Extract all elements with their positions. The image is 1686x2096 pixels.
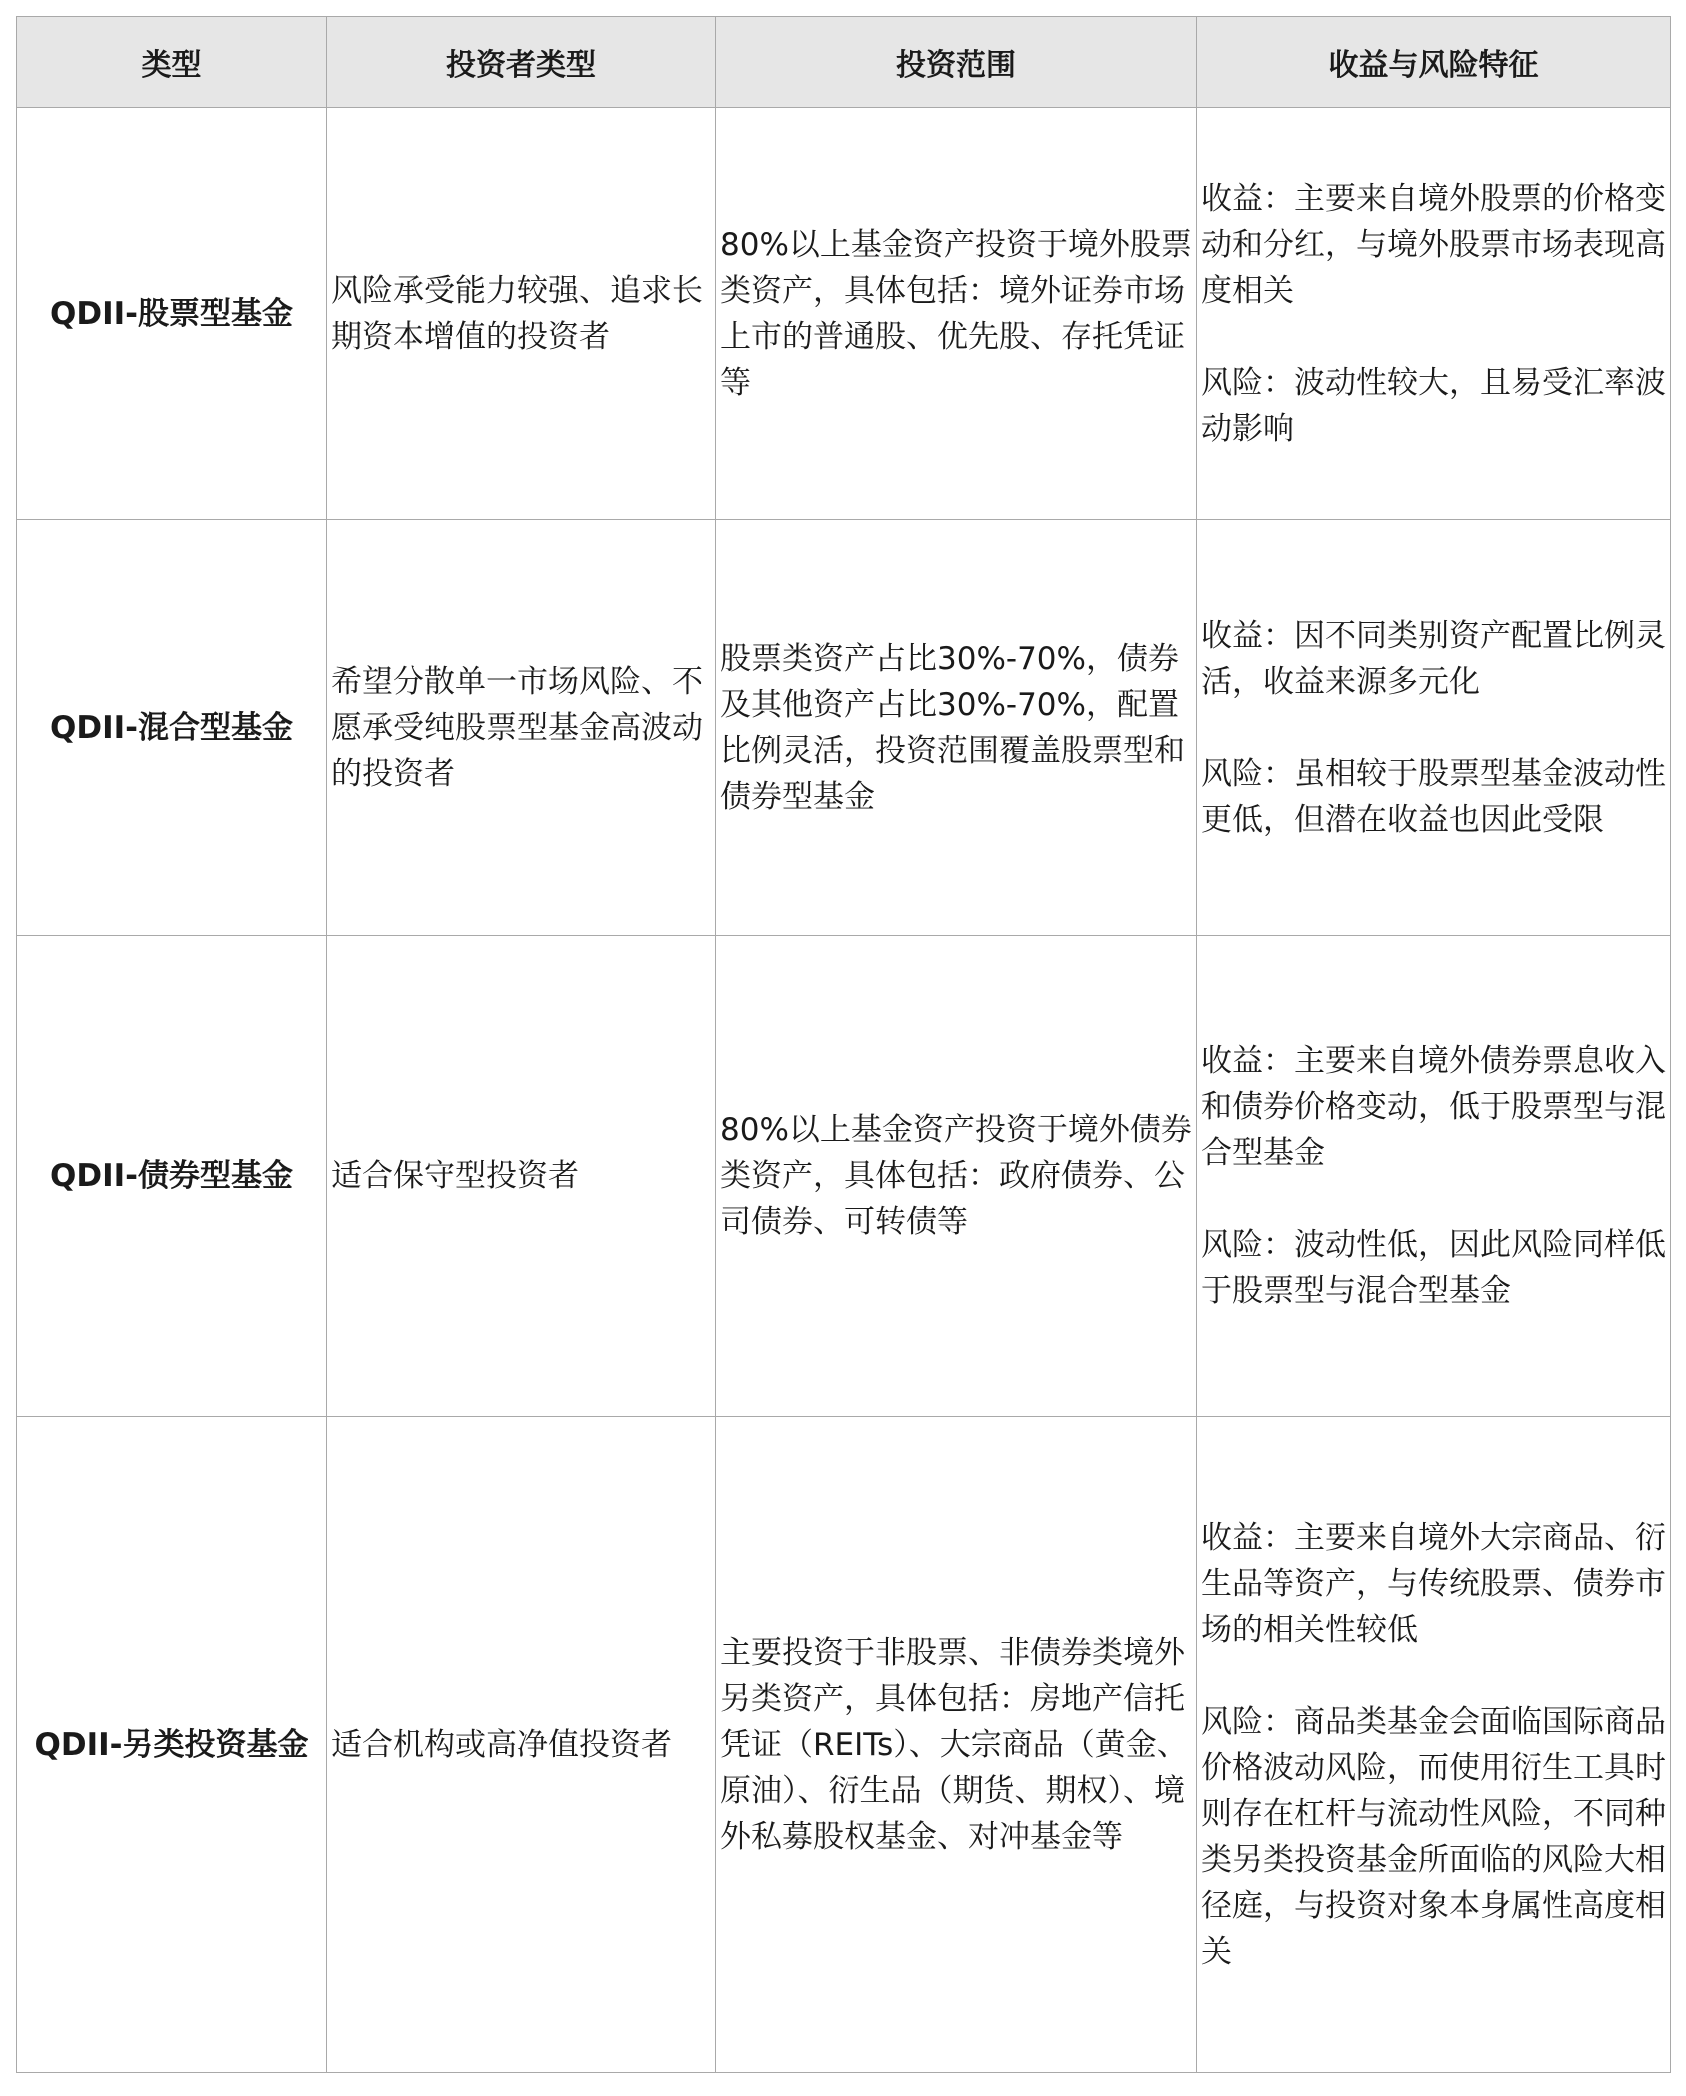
return-risk-cell: [1197, 108, 1671, 520]
investor-cell: 希望分散单一市场风险、不愿承受纯股票型基金高波动的投资者: [327, 520, 716, 936]
risk-text: 风险：波动性低，因此风险同样低于股票型与混合型基金: [1201, 1227, 1666, 1309]
fund-type-cell: QDII-债券型基金: [17, 936, 327, 1417]
return-risk-cell: [1197, 1417, 1671, 2073]
scope-cell: 股票类资产占比30%-70%，债券及其他资产占比30%-70%，配置比例灵活，投资范围覆盖股票型和债券型基金: [716, 520, 1197, 936]
fund-type-cell: QDII-混合型基金: [17, 520, 327, 936]
table-row: [17, 1417, 1671, 2073]
investor-cell: 适合保守型投资者: [327, 936, 716, 1417]
investor-cell: 适合机构或高净值投资者: [327, 1417, 716, 2073]
risk-text: 风险：商品类基金会面临国际商品价格波动风险，而使用衍生工具时则存在杠杆与流动性风险，不同种类另类投资基金所面临的风险大相径庭，与投资对象本身属性高度相关: [1201, 1703, 1666, 1970]
header-return-risk: 收益与风险特征: [1197, 17, 1671, 108]
table-row: [17, 108, 1671, 520]
header-row: [17, 17, 1671, 108]
table-row: [17, 936, 1671, 1417]
qdii-fund-comparison-table: [16, 16, 1671, 2073]
income-text: 收益：主要来自境外股票的价格变动和分红，与境外股票市场表现高度相关: [1201, 180, 1666, 309]
risk-text: 风险：波动性较大，且易受汇率波动影响: [1201, 364, 1666, 447]
fund-type-cell: QDII-另类投资基金: [17, 1417, 327, 2073]
return-risk-cell: [1197, 936, 1671, 1417]
header-investment-scope: 投资范围: [716, 17, 1197, 108]
fund-type-cell: QDII-股票型基金: [17, 108, 327, 520]
header-investor-type: 投资者类型: [327, 17, 716, 108]
scope-cell: 80%以上基金资产投资于境外股票类资产，具体包括：境外证券市场上市的普通股、优先股、存托凭证等: [716, 108, 1197, 520]
risk-text: 风险：虽相较于股票型基金波动性更低，但潜在收益也因此受限: [1201, 755, 1666, 838]
scope-cell: 80%以上基金资产投资于境外债券类资产，具体包括：政府债券、公司债券、可转债等: [716, 936, 1197, 1417]
header-type: 类型: [17, 17, 327, 108]
investor-cell: 风险承受能力较强、追求长期资本增值的投资者: [327, 108, 716, 520]
income-text: 收益：主要来自境外大宗商品、衍生品等资产，与传统股票、债券市场的相关性较低: [1201, 1519, 1666, 1648]
return-risk-cell: [1197, 520, 1671, 936]
income-text: 收益：因不同类别资产配置比例灵活，收益来源多元化: [1201, 617, 1666, 700]
table-row: [17, 520, 1671, 936]
income-text: 收益：主要来自境外债券票息收入和债券价格变动，低于股票型与混合型基金: [1201, 1043, 1666, 1171]
scope-cell: 主要投资于非股票、非债券类境外另类资产，具体包括：房地产信托凭证（REITs）、大宗商品（黄金、原油）、衍生品（期货、期权）、境外私募股权基金、对冲基金等: [716, 1417, 1197, 2073]
